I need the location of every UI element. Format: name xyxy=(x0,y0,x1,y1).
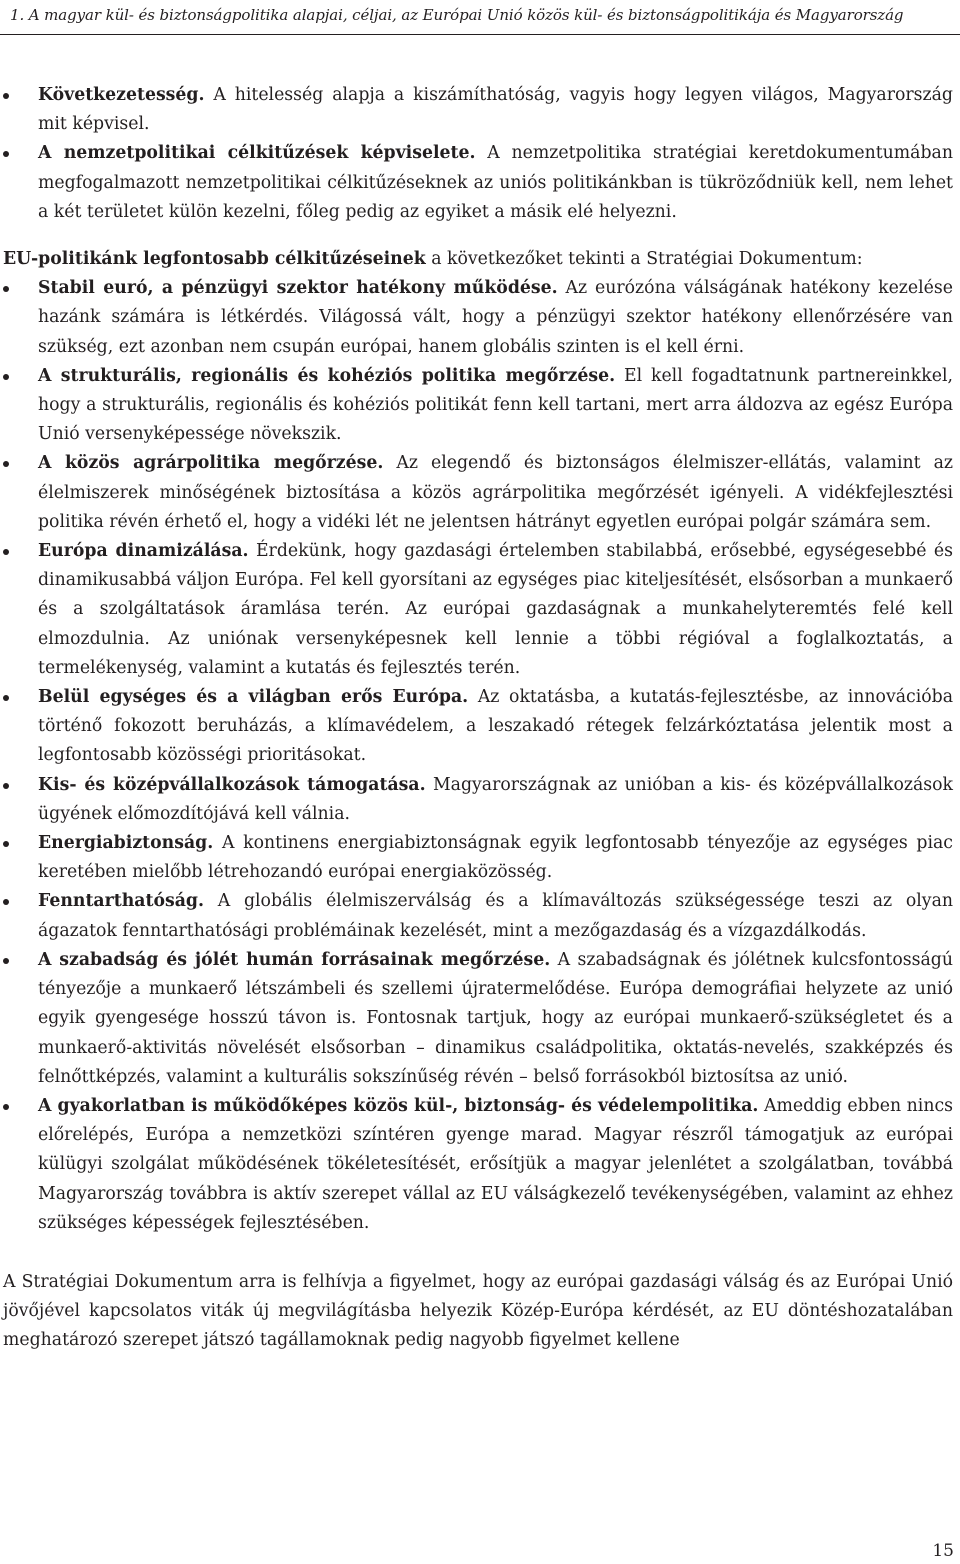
bullet-icon xyxy=(3,958,9,964)
item-heading: A közös agrárpolitika megőrzése. xyxy=(38,453,384,474)
item-heading: Európa dinamizálása. xyxy=(38,541,249,562)
bullet-icon xyxy=(3,549,9,555)
item-text: A szabadságnak és jólétnek kulcsfontosságú tényezője a munkaerő létszámbeli és szellemi újratermelődése. Európa demográfiai helyzete az unió egyik gyengesége hosszú távon is. Fontosnak tartjuk, hogy az európai munkaerő-szükségletet és a munkaerő-aktivitás növelését elsősorban – dinamikus családpolitika, oktatás-nevelés, szakképzés és felnőttképzés, valamint a kulturális sokszínűség révén – belső forrásokból biztosítsa az unió. xyxy=(38,949,953,1087)
page-body xyxy=(3,81,953,1356)
header-title: 1. A magyar kül- és biztonságpolitika alapjai, céljai, az Európai Unió közös kül- és biztonságpolitikája és Magyarország xyxy=(10,6,904,24)
bullet-icon xyxy=(3,1104,9,1110)
top-bullet-list xyxy=(3,81,953,227)
item-heading: Belül egységes és a világban erős Európa. xyxy=(38,687,469,708)
bullet-icon xyxy=(3,93,9,99)
item-text: A globális élelmiszerválság és a klímaváltozás szükségessége teszi az olyan ágazatok fenntarthatósági problémáinak kezelését, mint a mezőgazdaság és a vízgazdálkodás. xyxy=(38,891,953,941)
item-text: Az oktatásba, a kutatás-fejlesztésbe, az innovációba történő fokozott beruházás, a klímavédelem, a leszakadó rétegek felzárkóztatása jelentik most a legfontosabb közösségi prioritásokat. xyxy=(38,687,953,766)
item-text: A hitelesség alapja a kiszámíthatóság, vagyis hogy legyen világos, Magyarország mit képvisel. xyxy=(38,85,953,135)
goals-bullet-list xyxy=(3,274,953,1238)
bullet-icon xyxy=(3,286,9,292)
bullet-icon xyxy=(3,695,9,701)
list-item xyxy=(3,946,953,1092)
bullet-icon xyxy=(3,151,9,157)
bullet-icon xyxy=(3,461,9,467)
item-text: Ameddig ebben nincs előrelépés, Európa a nemzetközi színtéren gyenge marad. Magyar részről támogatjuk az európai külügyi szolgálat működésének tökéletesítését, erősítjük a magyar jelenlétet a szolgálatban, továbbá Magyarország továbbra is aktív szerepet vállal az EU válságkezelő tevékenységében, valamint az ehhez szükséges képességek fejlesztésében. xyxy=(38,1095,953,1233)
bullet-icon xyxy=(3,374,9,380)
list-item xyxy=(3,1092,953,1238)
list-item xyxy=(3,683,953,771)
item-text: Érdekünk, hogy gazdasági értelemben stabilabbá, erősebbé, egységesebbé és dinamikusabbá váljon Európa. Fel kell gyorsítani az egységes piac kiteljesítését, elsősorban a munkaerő és a szolgáltatások áramlása terén. Az európai gazdaságnak a munkahelyteremtés felé kell elmozdulnia. Az uniónak versenyképesnek kell lennie a többi régióval a foglalkoztatás, a termelékenység, valamint a kutatás és fejlesztés terén. xyxy=(38,541,953,678)
list-item xyxy=(3,537,953,683)
intro-text: a következőket tekinti a Stratégiai Dokumentum: xyxy=(425,249,863,270)
list-item xyxy=(3,139,953,227)
item-heading: A strukturális, regionális és kohéziós politika megőrzése. xyxy=(38,365,616,386)
list-item xyxy=(3,362,953,450)
item-text: Magyarországnak az unióban a kis- és középvállalkozások ügyének előmozdítójává kell válnia. xyxy=(38,774,953,824)
item-heading: Fenntarthatóság. xyxy=(38,891,205,912)
intro-heading: EU-politikánk legfontosabb célkitűzéseinek xyxy=(3,249,426,270)
running-header xyxy=(0,0,960,35)
bullet-icon xyxy=(3,841,9,847)
list-item xyxy=(3,81,953,139)
item-text: A nemzetpolitika stratégiai keretdokumentumában megfogalmazott nemzetpolitikai célkitűzéseknek az uniós politikánkban is tükröződniük kell, nem lehet a két területet külön kezelni, főleg pedig az egyiket a másik elé helyezni. xyxy=(38,143,953,222)
item-text: Az elegendő és biztonságos élelmiszer-ellátás, valamint az élelmiszerek minőségének biztosítása a közös agrárpolitika megőrzését igényeli. A vidékfejlesztési politika révén érhető el, hogy a vidéki lét ne jelentsen hátrányt egyetlen európai polgár számára sem. xyxy=(38,453,954,532)
closing-paragraph: A Stratégiai Dokumentum arra is felhívja a figyelmet, hogy az európai gazdasági válság és az Európai Unió jövőjével kapcsolatos viták új megvilágításba helyezik Közép-Európa kérdését, az EU döntéshozatalában meghatározó szerepet játszó tagállamoknak pedig nagyobb figyelmet kellene xyxy=(3,1271,953,1351)
item-heading: Kis- és középvállalkozások támogatása. xyxy=(38,774,426,795)
item-heading: Következetesség. xyxy=(38,85,205,105)
list-item xyxy=(3,829,953,887)
page-number: 15 xyxy=(932,1541,954,1561)
intro-paragraph xyxy=(3,245,953,274)
bullet-icon xyxy=(3,899,9,905)
item-text: El kell fogadtatnunk partnereinkkel, hogy a strukturális, regionális és kohéziós politikát fenn kell tartani, mert arra áldozva az egész Európa Unió versenyképessége növekszik. xyxy=(38,365,953,445)
list-item xyxy=(3,771,953,829)
item-text: A kontinens energiabiztonságnak egyik legfontosabb tényezője az egységes piac keretében mielőbb létrehozandó európai energiaközösség. xyxy=(38,833,953,883)
item-heading: A gyakorlatban is működőképes közös kül-, biztonság- és védelempolitika. xyxy=(38,1095,759,1116)
item-heading: A szabadság és jólét humán forrásainak megőrzése. xyxy=(38,949,551,970)
list-item xyxy=(3,887,953,945)
item-heading: A nemzetpolitikai célkitűzések képviselete. xyxy=(38,143,476,164)
bullet-icon xyxy=(3,783,9,789)
item-text: Az eurózóna válságának hatékony kezelése hazánk számára is létkérdés. Világossá vált, hogy a pénzügyi szektor hatékony ellenőrzésére van szükség, ezt azonban nem csupán európai, hanem globális szinten is el kell érni. xyxy=(38,278,953,357)
item-heading: Stabil euró, a pénzügyi szektor hatékony működése. xyxy=(38,278,558,299)
item-heading: Energiabiztonság. xyxy=(38,833,214,854)
list-item xyxy=(3,274,953,362)
list-item xyxy=(3,449,953,537)
